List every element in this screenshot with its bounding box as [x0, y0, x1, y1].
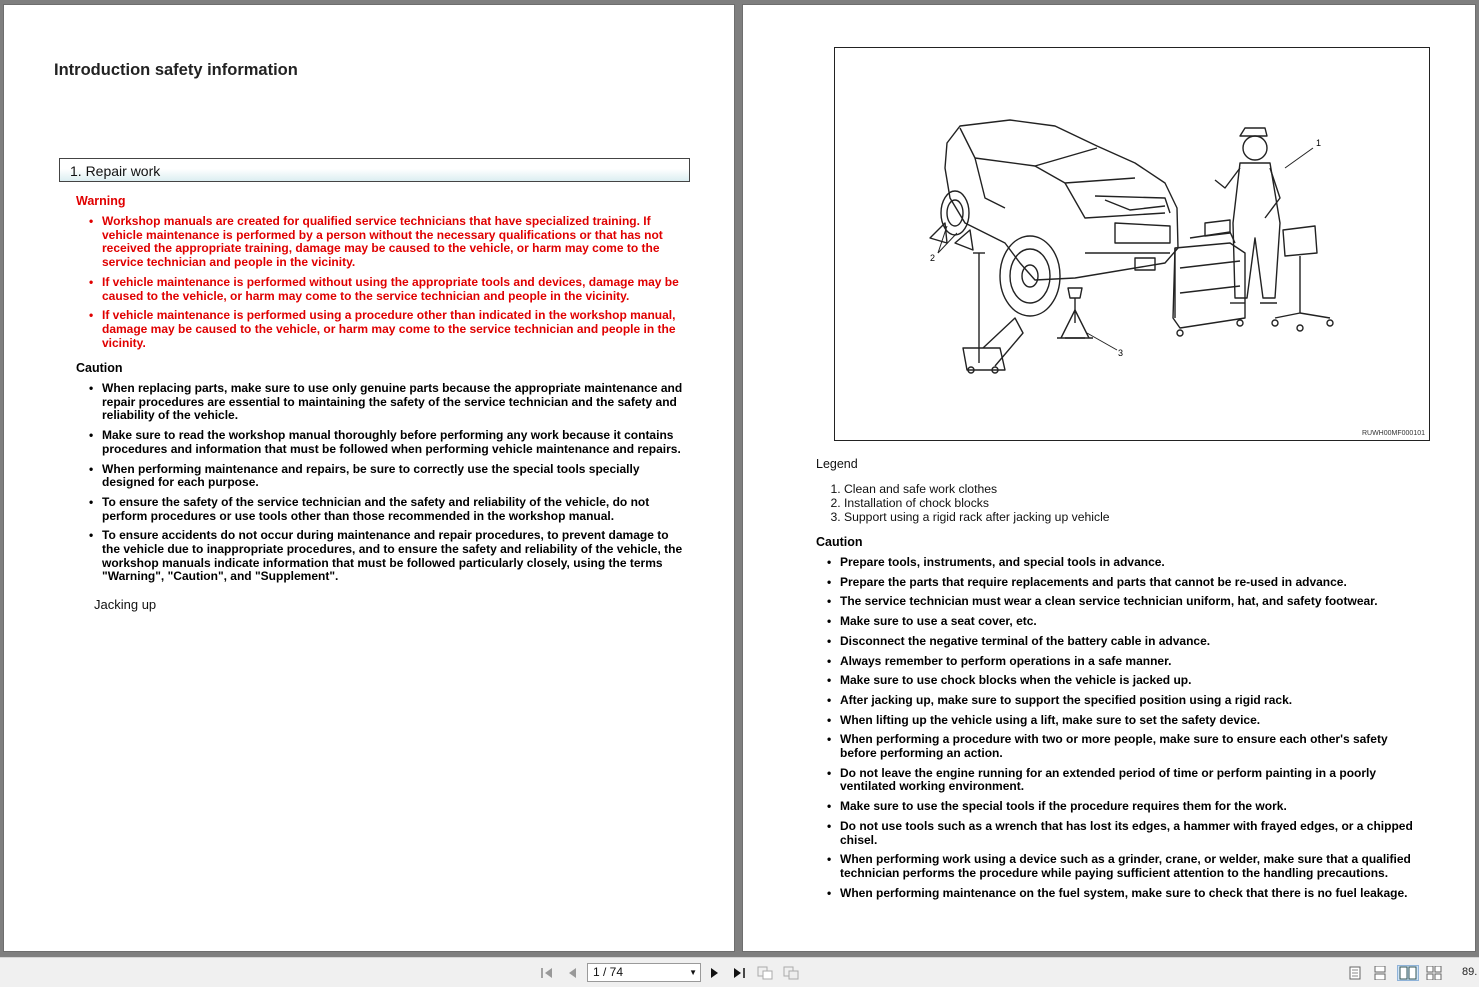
warning-heading: Warning	[76, 194, 126, 208]
caution-heading: Caution	[76, 361, 123, 375]
subheading-jacking-up: Jacking up	[94, 597, 157, 612]
next-page-icon[interactable]	[706, 965, 722, 981]
page-number-select[interactable]	[587, 963, 701, 982]
document-page-left	[4, 5, 734, 951]
warning-item: • Workshop manuals are created for qualified service technicians that have specialized training. If vehicle maintenance is performed by a person without the necessary qualifications or that has not received the appropriate training, damage may be caused to the vehicle, or harm may come to the service technician and people in the vicinity.	[89, 215, 684, 270]
caution-item: • Always remember to perform operations in a safe manner.	[827, 655, 1427, 669]
two-page-view-icon[interactable]	[1397, 965, 1419, 981]
section-header-label: 1. Repair work	[70, 163, 161, 179]
caution-item: • Make sure to use the special tools if the procedure requires them for the work.	[827, 800, 1427, 814]
legend-item: 3. Support using a rigid rack after jacking up vehicle	[844, 510, 1110, 524]
caution-item: • Do not use tools such as a wrench that has lost its edges, a hammer with frayed edges, or a chipped chisel.	[827, 820, 1427, 847]
warning-item: • If vehicle maintenance is performed using a procedure other than indicated in the workshop manual, damage may be caused to the vehicle, or harm may come to the service technician and people in the vicinity.	[89, 309, 684, 350]
viewer-toolbar	[0, 957, 1479, 987]
document-page-right	[743, 5, 1475, 951]
caution-list	[827, 556, 1427, 906]
rotate-icon[interactable]	[757, 965, 773, 981]
caution-item: • Make sure to read the workshop manual thoroughly before performing any work because it contains procedures and information that must be followed when performing vehicle maintenance and repairs.	[89, 429, 684, 456]
caution-item: • Make sure to use a seat cover, etc.	[827, 615, 1427, 629]
caution-item: • When replacing parts, make sure to use only genuine parts because the appropriate maintenance and repair procedures are essential to maintaining the safety of the service technician and the safety and reliability of the vehicle.	[89, 382, 684, 423]
copy-icon[interactable]	[783, 965, 799, 981]
caution-item: • Prepare tools, instruments, and special tools in advance.	[827, 556, 1427, 570]
legend-item: 1. Clean and safe work clothes	[844, 482, 1110, 496]
callout-2: 2	[930, 253, 936, 263]
caution-item: • When performing a procedure with two or more people, make sure to ensure each other's safety before performing an action.	[827, 733, 1427, 760]
warning-list	[89, 215, 684, 356]
legend-heading: Legend	[816, 457, 858, 471]
legend-list	[829, 482, 1110, 525]
warning-item: • If vehicle maintenance is performed without using the appropriate tools and devices, damage may be caused to the vehicle, or harm may come to the service technician and people in the vicinity.	[89, 276, 684, 303]
caution-item: • When performing work using a device such as a grinder, crane, or welder, make sure that a qualified technician performs the procedure while paying sufficient attention to the handling precautions.	[827, 853, 1427, 880]
caution-item: • Do not leave the engine running for an extended period of time or perform painting in a poorly ventilated working environment.	[827, 767, 1427, 794]
last-page-icon[interactable]	[731, 965, 747, 981]
callout-1: 1	[1316, 138, 1322, 148]
first-page-icon[interactable]	[539, 965, 555, 981]
legend-item: 2. Installation of chock blocks	[844, 496, 1110, 510]
caution-item: • Prepare the parts that require replacements and parts that cannot be re-used in advance.	[827, 576, 1427, 590]
caution-heading: Caution	[816, 535, 863, 549]
caution-item: • Make sure to use chock blocks when the vehicle is jacked up.	[827, 674, 1427, 688]
continuous-view-icon[interactable]	[1372, 965, 1388, 981]
page-indicator: 1 / 74	[593, 965, 624, 979]
vehicle-jacking-illustration	[835, 48, 1431, 442]
caution-item: • When lifting up the vehicle using a lift, make sure to set the safety device.	[827, 714, 1427, 728]
single-page-view-icon[interactable]	[1347, 965, 1363, 981]
zoom-level[interactable]: 89.	[1462, 966, 1478, 978]
caution-item: • The service technician must wear a clean service technician uniform, hat, and safety footwear.	[827, 595, 1427, 609]
illustration-figure	[834, 47, 1430, 441]
caution-item: • When performing maintenance on the fuel system, make sure to check that there is no fuel leakage.	[827, 887, 1427, 901]
callout-3: 3	[1118, 348, 1124, 358]
page-title: Introduction safety information	[54, 61, 298, 79]
previous-page-icon[interactable]	[564, 965, 580, 981]
caution-item: • To ensure the safety of the service technician and the safety and reliability of the vehicle, do not perform procedures or use tools other than those recommended in the workshop manual.	[89, 496, 684, 523]
section-header	[59, 158, 690, 182]
figure-code: RUWH00MF000101	[1361, 430, 1425, 437]
two-page-continuous-view-icon[interactable]	[1426, 965, 1442, 981]
chevron-down-icon: ▼	[689, 968, 697, 977]
caution-item: • When performing maintenance and repairs, be sure to correctly use the special tools specially designed for each purpose.	[89, 463, 684, 490]
caution-list	[89, 382, 684, 590]
caution-item: • Disconnect the negative terminal of the battery cable in advance.	[827, 635, 1427, 649]
caution-item: • After jacking up, make sure to support the specified position using a rigid rack.	[827, 694, 1427, 708]
caution-item: • To ensure accidents do not occur during maintenance and repair procedures, to prevent damage to the vehicle due to inappropriate procedures, and to ensure the safety and reliability of the vehicle, the workshop manuals indicate information that must be followed particularly closely, using the terms "Warning", "Caution", and "Supplement".	[89, 529, 684, 584]
